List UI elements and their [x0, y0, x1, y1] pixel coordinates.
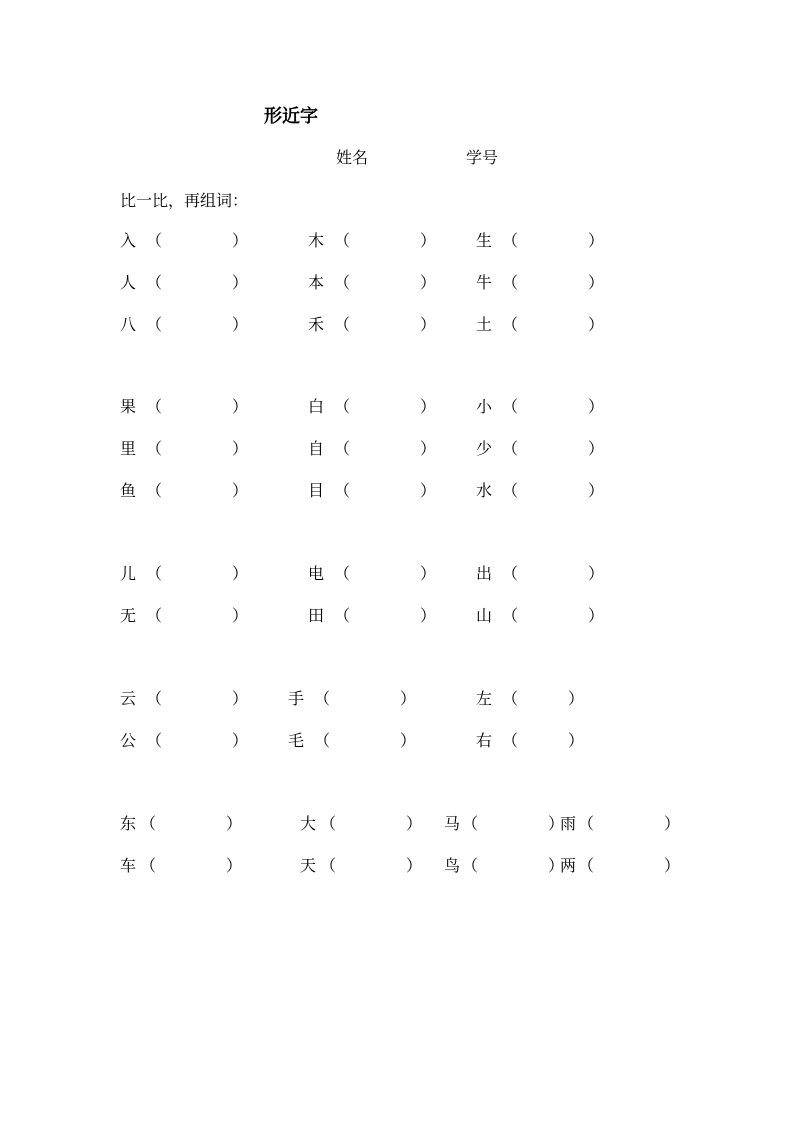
- paren-close: ）: [664, 814, 681, 833]
- paren-open: （: [334, 606, 351, 625]
- paren-close: ）: [588, 231, 605, 250]
- exercise-character: 白: [308, 397, 325, 416]
- exercise-character: 两: [560, 856, 577, 875]
- paren-close: ）: [664, 856, 681, 875]
- paren-close: ）: [400, 731, 417, 750]
- paren-open: （: [146, 481, 163, 500]
- paren-open: （: [146, 315, 163, 334]
- instruction-text: 比一比，再组词：: [120, 191, 249, 210]
- paren-open: （: [502, 315, 519, 334]
- exercise-character: 无: [120, 606, 137, 625]
- paren-close: ）: [232, 606, 249, 625]
- paren-open: （: [502, 689, 519, 708]
- paren-open: （: [314, 731, 331, 750]
- paren-open: （: [334, 439, 351, 458]
- paren-close: ）: [232, 689, 249, 708]
- exercise-character: 马: [444, 814, 461, 833]
- exercise-character: 生: [476, 231, 493, 250]
- paren-open: （: [146, 439, 163, 458]
- paren-open: （: [146, 564, 163, 583]
- exercise-character: 水: [476, 481, 493, 500]
- paren-close: ）: [420, 315, 437, 334]
- paren-close: ）: [232, 564, 249, 583]
- paren-close: ）: [588, 315, 605, 334]
- exercise-character: 牛: [476, 273, 493, 292]
- exercise-character: 八: [120, 315, 137, 334]
- exercise-character: 天: [300, 856, 317, 875]
- page-title: 形近字: [264, 106, 318, 127]
- exercise-character: 左: [476, 689, 493, 708]
- exercise-character: 手: [288, 689, 305, 708]
- paren-close: ）: [420, 564, 437, 583]
- exercise-character: 东: [120, 814, 137, 833]
- paren-close: ）: [232, 397, 249, 416]
- paren-open: （: [502, 564, 519, 583]
- paren-close: ）: [420, 273, 437, 292]
- exercise-character: 儿: [120, 564, 137, 583]
- exercise-character: 电: [308, 564, 325, 583]
- paren-open: （: [146, 689, 163, 708]
- paren-open: （: [146, 231, 163, 250]
- paren-close: ）: [400, 689, 417, 708]
- paren-open: （: [462, 856, 479, 875]
- exercise-character: 自: [308, 439, 325, 458]
- exercise-character: 田: [308, 606, 325, 625]
- paren-open: （: [334, 273, 351, 292]
- exercise-character: 右: [476, 731, 493, 750]
- paren-open: （: [140, 856, 157, 875]
- paren-open: （: [334, 231, 351, 250]
- paren-open: （: [140, 814, 157, 833]
- paren-open: （: [320, 814, 337, 833]
- paren-close: ）: [406, 856, 423, 875]
- paren-close: ）: [588, 439, 605, 458]
- paren-close: ）: [588, 273, 605, 292]
- paren-close: ）: [406, 814, 423, 833]
- exercise-character: 土: [476, 315, 493, 334]
- paren-open: （: [502, 439, 519, 458]
- paren-open: （: [502, 606, 519, 625]
- paren-open: （: [146, 731, 163, 750]
- paren-open: （: [502, 273, 519, 292]
- paren-close: ）: [588, 481, 605, 500]
- paren-close: ）: [588, 606, 605, 625]
- paren-close: ）: [232, 481, 249, 500]
- exercise-character: 人: [120, 273, 137, 292]
- paren-close: ）: [420, 231, 437, 250]
- exercise-character: 山: [476, 606, 493, 625]
- exercise-character: 车: [120, 856, 137, 875]
- exercise-character: 果: [120, 397, 137, 416]
- paren-close: ）: [420, 481, 437, 500]
- exercise-character: 毛: [288, 731, 305, 750]
- paren-open: （: [578, 856, 595, 875]
- exercise-character: 公: [120, 731, 137, 750]
- paren-open: （: [146, 273, 163, 292]
- paren-close: ）: [232, 231, 249, 250]
- exercise-character: 本: [308, 273, 325, 292]
- paren-close: ）: [588, 397, 605, 416]
- paren-open: （: [502, 397, 519, 416]
- exercise-character: 禾: [308, 315, 325, 334]
- exercise-character: 入: [120, 231, 137, 250]
- student-id-label: 学号: [466, 148, 499, 167]
- exercise-character: 鱼: [120, 481, 137, 500]
- paren-open: （: [502, 731, 519, 750]
- exercise-character: 出: [476, 564, 493, 583]
- exercise-character: 木: [308, 231, 325, 250]
- paren-close: ）: [232, 731, 249, 750]
- paren-close: ）: [548, 814, 565, 833]
- paren-open: （: [334, 481, 351, 500]
- exercise-character: 雨: [560, 814, 577, 833]
- paren-close: ）: [226, 814, 243, 833]
- paren-open: （: [334, 315, 351, 334]
- paren-open: （: [146, 606, 163, 625]
- paren-open: （: [314, 689, 331, 708]
- paren-open: （: [462, 814, 479, 833]
- paren-close: ）: [226, 856, 243, 875]
- paren-close: ）: [232, 315, 249, 334]
- exercise-character: 云: [120, 689, 137, 708]
- paren-close: ）: [420, 397, 437, 416]
- exercise-character: 大: [300, 814, 317, 833]
- paren-open: （: [320, 856, 337, 875]
- paren-close: ）: [588, 564, 605, 583]
- exercise-character: 少: [476, 439, 493, 458]
- paren-close: ）: [568, 731, 585, 750]
- paren-close: ）: [420, 439, 437, 458]
- paren-close: ）: [232, 273, 249, 292]
- exercise-character: 目: [308, 481, 325, 500]
- paren-open: （: [502, 481, 519, 500]
- exercise-character: 里: [120, 439, 137, 458]
- exercise-character: 鸟: [444, 856, 461, 875]
- paren-close: ）: [232, 439, 249, 458]
- exercise-character: 小: [476, 397, 493, 416]
- paren-close: ）: [548, 856, 565, 875]
- paren-open: （: [334, 397, 351, 416]
- paren-open: （: [578, 814, 595, 833]
- paren-open: （: [146, 397, 163, 416]
- name-label: 姓名: [336, 148, 369, 167]
- paren-close: ）: [568, 689, 585, 708]
- paren-open: （: [502, 231, 519, 250]
- paren-open: （: [334, 564, 351, 583]
- paren-close: ）: [420, 606, 437, 625]
